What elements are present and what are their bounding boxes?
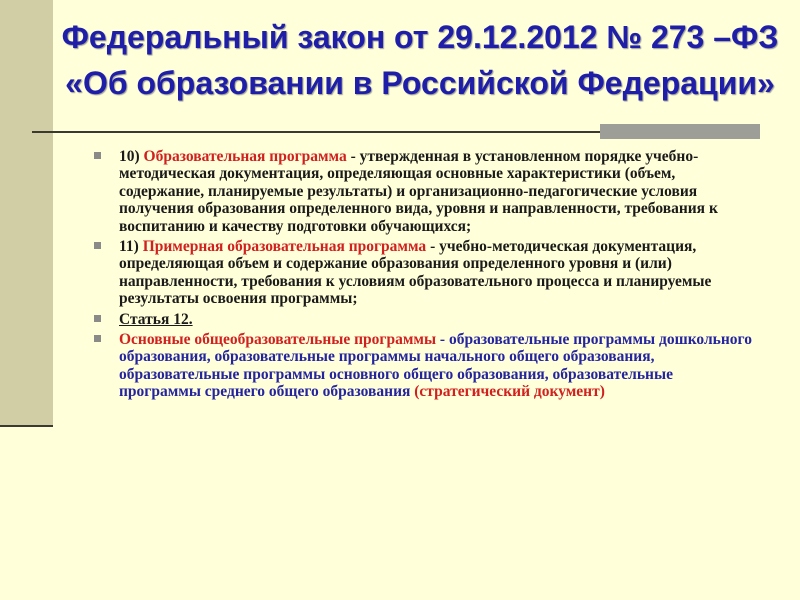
list-item-definition-10 xyxy=(92,148,754,235)
slide-sidebar-bar xyxy=(0,0,53,427)
title-accent-block xyxy=(600,124,760,139)
item-number: 11) xyxy=(119,238,139,256)
list-item-definition-11 xyxy=(92,238,754,308)
definition-text: - образовательные программы дошкольного образования, образовательные программы начального общего образования, образовательные программы основного общего образования, образовательные программы среднего общего образования xyxy=(119,331,752,401)
bullet-square-icon xyxy=(94,315,101,322)
term-main-programs: Основные общеобразовательные программы xyxy=(119,331,437,349)
term-educational-program: Образовательная программа xyxy=(143,148,347,165)
bullet-square-icon xyxy=(94,242,101,249)
article-heading: Статья 12. xyxy=(119,310,193,328)
bullet-square-icon xyxy=(94,152,101,159)
item-number: 10) xyxy=(119,148,140,165)
list-item-main-programs xyxy=(92,331,754,401)
definition-text: - утвержденная в установленном порядке учебно-методическая документация, определяющая основные характеристики (объем, содержание, планируемые результаты) и организационно-педагогические условия получения образования определенного вида, уровня и направленности, требования к воспитанию и качеству подготовки обучающихся; xyxy=(119,148,718,235)
list-item-article xyxy=(92,311,754,328)
slide-content-list xyxy=(92,148,754,404)
term-model-program: Примерная образовательная программа xyxy=(142,238,427,256)
definition-text: - учебно-методическая документация, определяющая объем и содержание образования определенного уровня и (или) направленности, требования к условиям образовательного процесса и планируемые результаты освоения программы; xyxy=(119,238,712,308)
strategic-note: (стратегический документ) xyxy=(414,383,605,401)
bullet-square-icon xyxy=(94,335,101,342)
slide-title: Федеральный закон от 29.12.2012 № 273 –ФЗ «Об образовании в Российской Федерации» xyxy=(61,19,779,101)
sidebar-divider xyxy=(0,425,53,427)
